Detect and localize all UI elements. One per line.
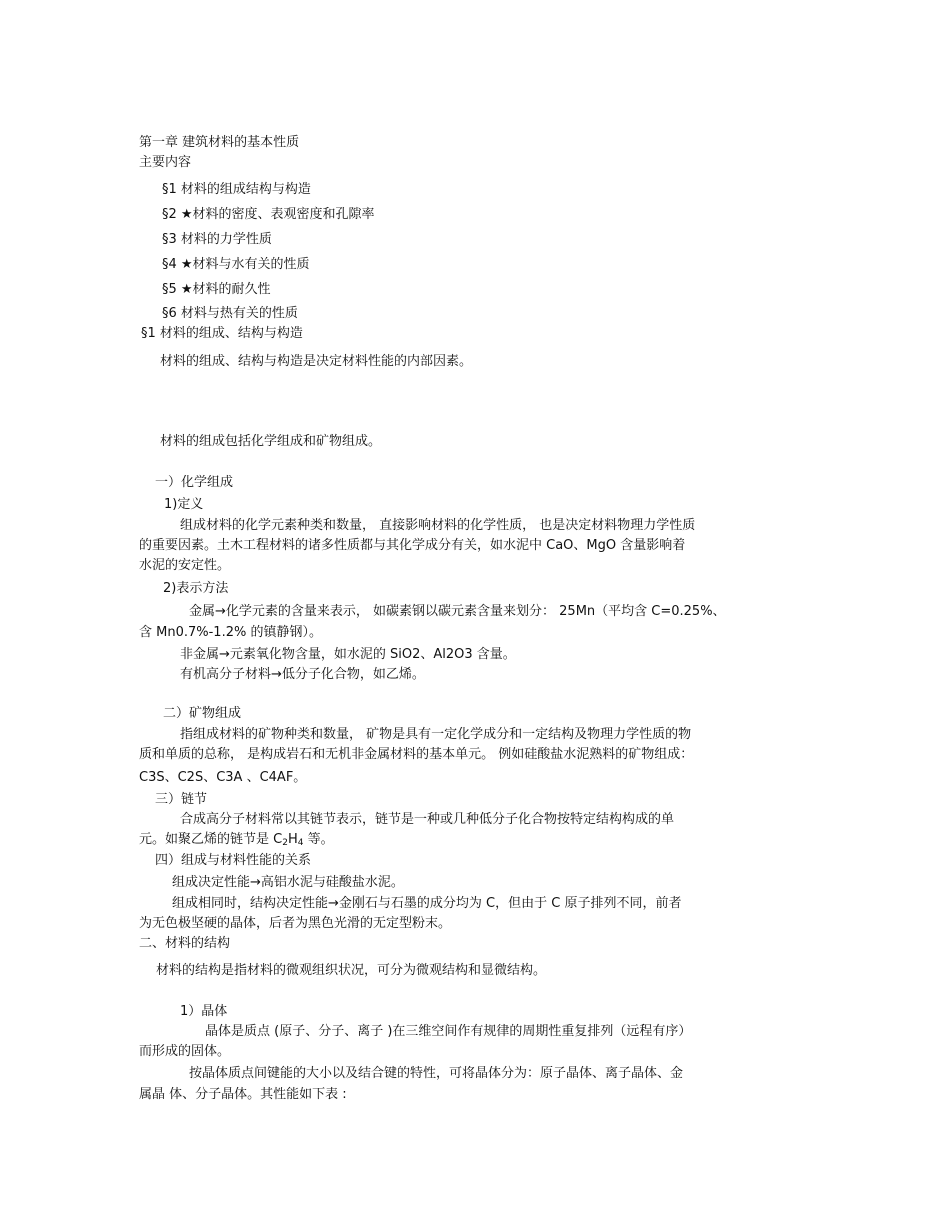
main-contents-label: 主要内容 xyxy=(139,155,192,170)
paragraph-line: 指组成材料的矿物种类和数量， 矿物是具有一定化学成分和一定结构及物理力学性质的物 xyxy=(180,727,692,742)
paragraph-line: 质和单质的总称， 是构成岩石和无机非金属材料的基本单元。 例如硅酸盐水泥熟料的矿物组成： xyxy=(139,747,694,762)
subsection-heading: 一）化学组成 xyxy=(155,475,234,490)
chapter-title: 第一章 建筑材料的基本性质 xyxy=(139,135,300,150)
subsection-heading: 1）晶体 xyxy=(180,1004,228,1019)
subscript: 4 xyxy=(297,838,304,848)
chain-text: 元。如聚乙烯的链节是 C xyxy=(139,832,283,847)
section-heading: 二、材料的结构 xyxy=(139,936,231,951)
sub-heading: 2)表示方法 xyxy=(163,581,229,596)
paragraph-line: 按晶体质点间键能的大小以及结合键的特性，可将晶体分为：原子晶体、离子晶体、金 xyxy=(189,1066,684,1081)
paragraph-line: 非金属→元素氧化物含量，如水泥的 SiO2、Al2O3 含量。 xyxy=(180,647,516,662)
section-heading: §1 材料的组成、结构与构造 xyxy=(141,326,303,341)
toc-item: §4 ★材料与水有关的性质 xyxy=(162,257,310,272)
paragraph-line: 组成决定性能→高铝水泥与硅酸盐水泥。 xyxy=(172,875,404,890)
toc-item: §5 ★材料的耐久性 xyxy=(162,282,271,297)
sub-heading: 1)定义 xyxy=(164,497,204,512)
subsection-heading: 三）链节 xyxy=(155,792,208,807)
paragraph: 材料的结构是指材料的微观组织状况，可分为微观结构和显微结构。 xyxy=(156,963,547,978)
toc-item: §1 材料的组成结构与构造 xyxy=(162,182,311,197)
subsection-heading: 二）矿物组成 xyxy=(163,706,242,721)
chain-text: 等。 xyxy=(303,832,334,847)
toc-item: §6 材料与热有关的性质 xyxy=(162,306,298,321)
paragraph-line: 属晶 体、分子晶体。其性能如下表 : xyxy=(139,1087,347,1102)
toc-item: §3 材料的力学性质 xyxy=(162,232,272,247)
paragraph-line: 组成相同时，结构决定性能→金刚石与石墨的成分均为 C，但由于 C 原子排列不同，前者 xyxy=(172,896,682,911)
paragraph-line: 水泥的安定性。 xyxy=(139,558,231,573)
chain-text: H xyxy=(287,832,298,847)
paragraph-line: 组成材料的化学元素种类和数量， 直接影响材料的化学性质， 也是决定材料物理力学性质 xyxy=(180,518,696,533)
paragraph: 材料的组成、结构与构造是决定材料性能的内部因素。 xyxy=(160,354,473,369)
paragraph-line: 含 Mn0.7%-1.2% 的镇静钢）。 xyxy=(139,625,322,640)
subscript: 2 xyxy=(282,838,288,848)
paragraph-line: 有机高分子材料→低分子化合物，如乙烯。 xyxy=(180,667,425,682)
paragraph-line: 的重要因素。土木工程材料的诸多性质都与其化学成分有关，如水泥中 CaO、MgO 含量影响着 xyxy=(139,538,686,553)
paragraph-line: 为无色极坚硬的晶体，后者为黑色光滑的无定型粉末。 xyxy=(139,916,452,931)
subsection-heading: 四）组成与材料性能的关系 xyxy=(155,853,312,868)
paragraph-line: 晶体是质点 (原子、分子、离子 )在三维空间作有规律的周期性重复排列（远程有序） xyxy=(205,1024,692,1039)
paragraph-line: 合成高分子材料常以其链节表示，链节是一种或几种低分子化合物按特定结构构成的单 xyxy=(180,812,675,827)
paragraph-line: C3S、C2S、C3A 、C4AF。 xyxy=(139,770,307,785)
paragraph-line: 金属→化学元素的含量来表示， 如碳素钢以碳元素含量来划分： 25Mn（平均含 C=0.25%、 xyxy=(189,604,726,619)
paragraph-line: 而形成的固体。 xyxy=(139,1044,231,1059)
paragraph: 材料的组成包括化学组成和矿物组成。 xyxy=(160,434,382,449)
toc-item: §2 ★材料的密度、表观密度和孔隙率 xyxy=(162,207,375,222)
paragraph-line xyxy=(139,832,334,851)
